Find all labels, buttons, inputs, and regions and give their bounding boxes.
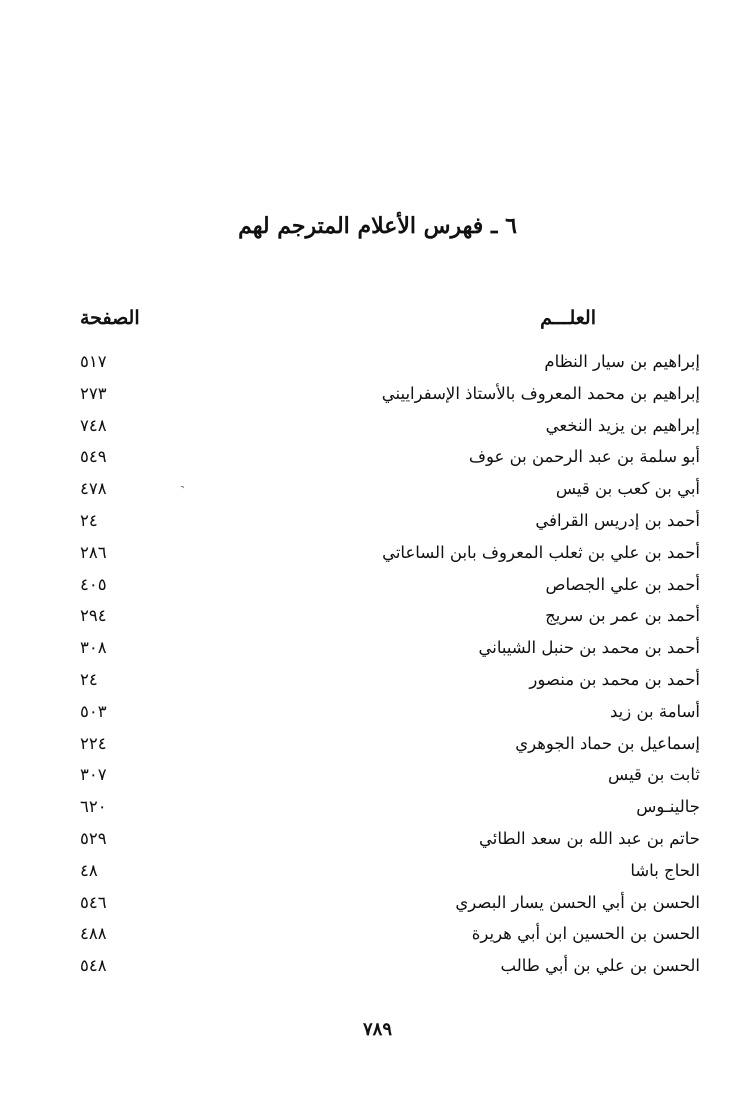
entry-name: إبراهيم بن سيار النظام bbox=[544, 352, 700, 371]
index-entry bbox=[80, 950, 700, 982]
index-entry bbox=[80, 664, 700, 696]
index-entry bbox=[80, 918, 700, 950]
index-entry bbox=[80, 473, 700, 505]
entry-name: الحسن بن الحسين ابن أبي هريرة bbox=[471, 924, 700, 944]
index-entry bbox=[80, 823, 700, 855]
index-entry bbox=[80, 569, 700, 601]
entry-name: جالينـوس bbox=[636, 797, 700, 817]
entry-page-number: ٢٤ bbox=[80, 669, 98, 689]
entry-name: أسامة بن زيد bbox=[610, 701, 700, 721]
entry-page-number: ٤٨ bbox=[80, 860, 98, 880]
entry-name: أحمد بن عمر بن سريج bbox=[545, 606, 700, 626]
name-column-header: العلـــم bbox=[540, 307, 596, 329]
entry-page-number: ٢٩٤ bbox=[80, 606, 107, 626]
entry-name: الحسن بن علي بن أبي طالب bbox=[500, 956, 700, 976]
index-title: ٦ ـ فهرس الأعلام المترجم لهم bbox=[238, 213, 517, 239]
index-entry bbox=[80, 537, 700, 569]
entry-page-number: ٥٤٨ bbox=[80, 956, 107, 976]
index-entry bbox=[80, 632, 700, 664]
entry-page-number: ٧٤٨ bbox=[80, 415, 107, 435]
entry-name: أحمد بن محمد بن حنبل الشيباني bbox=[478, 638, 700, 658]
entry-page-number: ٣٠٧ bbox=[80, 765, 107, 785]
index-entries bbox=[80, 346, 700, 982]
entry-page-number: ٢٨٦ bbox=[80, 542, 107, 562]
entry-page-number: ٥٢٩ bbox=[80, 828, 107, 848]
entry-page-number: ٦٢٠ bbox=[80, 797, 107, 817]
entry-name: أبي بن كعب بن قيس bbox=[555, 479, 700, 499]
index-entry bbox=[80, 346, 700, 378]
page-number: ٧٨٩ bbox=[362, 1019, 392, 1040]
entry-name: إبراهيم بن محمد المعروف بالأستاذ الإسفراييني bbox=[381, 383, 700, 403]
index-entry bbox=[80, 791, 700, 823]
entry-name: الحسن بن أبي الحسن يسار البصري bbox=[455, 892, 700, 912]
index-entry bbox=[80, 441, 700, 473]
entry-name: أحمد بن علي بن ثعلب المعروف بابن الساعاتي bbox=[382, 542, 700, 562]
index-entry bbox=[80, 696, 700, 728]
entry-name: أحمد بن محمد بن منصور bbox=[529, 669, 700, 689]
index-entry bbox=[80, 600, 700, 632]
index-entry bbox=[80, 410, 700, 442]
entry-page-number: ٢٢٤ bbox=[80, 733, 107, 753]
index-entry bbox=[80, 378, 700, 410]
entry-page-number: ٤٨٨ bbox=[80, 924, 107, 944]
entry-name: ثابت بن قيس bbox=[608, 765, 700, 785]
index-entry bbox=[80, 855, 700, 887]
index-entry bbox=[80, 728, 700, 760]
entry-page-number: ٢٤ bbox=[80, 510, 98, 530]
entry-page-number: ٥٤٩ bbox=[80, 447, 107, 467]
entry-page-number: ٤٠٥ bbox=[80, 574, 107, 594]
index-entry bbox=[80, 887, 700, 919]
entry-name: أحمد بن إدريس القرافي bbox=[535, 510, 700, 530]
entry-page-number: ٢٧٣ bbox=[80, 383, 107, 403]
index-entry bbox=[80, 759, 700, 791]
index-header-row bbox=[80, 302, 700, 338]
entry-page-number: ٤٧٨ bbox=[80, 479, 107, 499]
entry-page-number: ٥٤٦ bbox=[80, 892, 107, 912]
entry-name: الحاج باشا bbox=[630, 860, 700, 880]
index-entry bbox=[80, 505, 700, 537]
entry-page-number: ٥١٧ bbox=[80, 352, 107, 371]
entry-name: إسماعيل بن حماد الجوهري bbox=[515, 733, 700, 753]
page-column-header: الصفحة bbox=[80, 307, 140, 329]
entry-name: أبو سلمة بن عبد الرحمن بن عوف bbox=[468, 447, 700, 467]
entry-name: حاتم بن عبد الله بن سعد الطائي bbox=[479, 828, 700, 848]
entry-page-number: ٥٠٣ bbox=[80, 701, 107, 721]
entry-name: إبراهيم بن يزيد النخعي bbox=[545, 415, 700, 435]
entry-name: أحمد بن علي الجصاص bbox=[545, 574, 700, 594]
entry-page-number: ٣٠٨ bbox=[80, 638, 107, 658]
